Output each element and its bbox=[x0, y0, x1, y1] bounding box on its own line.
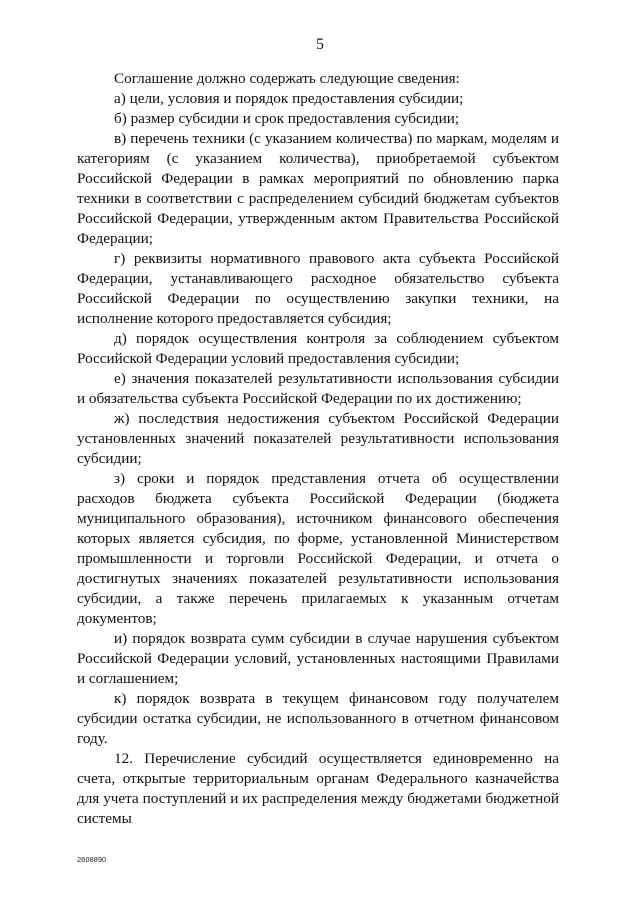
paragraph-section-12: 12. Перечисление субсидий осуществляется единовременно на счета, открытые территориальным органам Федерального казначейства для учета поступлений и их распределения между бюджетами бюджетной системы bbox=[77, 750, 559, 827]
paragraph-item-e: е) значения показателей результативности использования субсидии и обязательства субъекта Российской Федерации по их достижению; bbox=[77, 370, 559, 407]
page-number: 5 bbox=[316, 36, 324, 53]
paragraph-item-zh: ж) последствия недостижения субъектом Российской Федерации установленных значений показателей результативности использования субсидии; bbox=[77, 410, 559, 467]
paragraph-item-a: а) цели, условия и порядок предоставления субсидии; bbox=[114, 90, 464, 107]
paragraph-item-z: з) сроки и порядок представления отчета об осуществлении расходов бюджета субъекта Российской Федерации (бюджета муниципального образования), источником финансового обеспечения которых является субсидия, по форме, установленной Министерством промышленности и торговли Российской Федерации, и отчета о достигнутых значениях показателей результативности использования субсидии, а также перечень прилагаемых к указанным отчетам документов; bbox=[77, 470, 559, 627]
paragraph-item-v: в) перечень техники (с указанием количества) по маркам, моделям и категориям (с указанием количества), приобретаемой субъектом Российской Федерации в рамках мероприятий по обновлению парка техники в соответствии с распределением субсидий бюджетам субъектов Российской Федерации, утвержденным актом Правительства Российской Федерации; bbox=[77, 130, 559, 247]
document-code: 2608890 bbox=[77, 855, 107, 864]
paragraph-item-d: д) порядок осуществления контроля за соблюдением субъектом Российской Федерации условий предоставления субсидии; bbox=[77, 330, 559, 367]
document-body bbox=[77, 69, 559, 829]
paragraph-item-k: к) порядок возврата в текущем финансовом году получателем субсидии остатка субсидии, не использованного в отчетном финансовом году. bbox=[77, 690, 559, 747]
paragraph-item-g: г) реквизиты нормативного правового акта субъекта Российской Федерации, устанавливающего расходное обязательство субъекта Российской Федерации по осуществлению закупки техники, на исполнение которого предоставляется субсидия; bbox=[77, 250, 559, 327]
paragraph-item-b: б) размер субсидии и срок предоставления субсидии; bbox=[114, 110, 460, 127]
paragraph-item-i: и) порядок возврата сумм субсидии в случае нарушения субъектом Российской Федерации условий, установленных настоящими Правилами и соглашением; bbox=[77, 630, 559, 687]
paragraph-intro: Соглашение должно содержать следующие сведения: bbox=[114, 70, 460, 87]
